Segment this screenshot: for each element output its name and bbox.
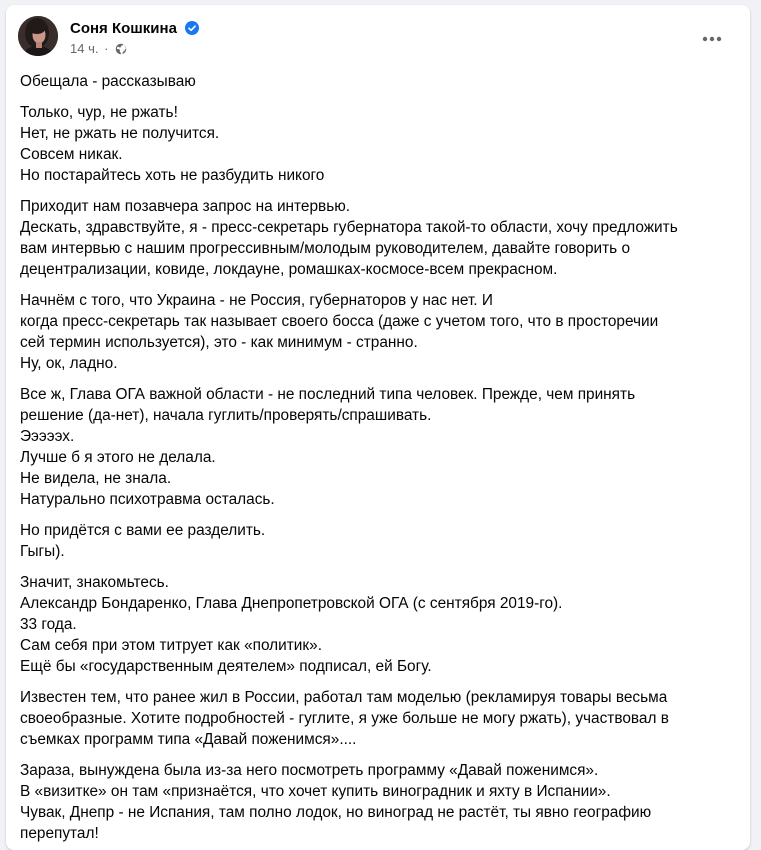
post-paragraph (20, 384, 742, 510)
post-text-line: решение (да-нет), начала гуглить/проверять/спрашивать. (20, 407, 432, 424)
avatar-photo (18, 16, 58, 56)
post-text-line: Александр Бондаренко, Глава Днепропетровской ОГА (с сентября 2019-го). (20, 595, 563, 612)
post-text (20, 71, 742, 850)
post-text-line: Только, чур, не ржать! (20, 104, 178, 121)
author-name-text[interactable]: Соня Кошкина (70, 20, 177, 37)
post-text-line: 33 года. (20, 616, 77, 633)
post-text-line: Ещё бы «государственным деятелем» подписал, ей Богу. (20, 658, 432, 675)
post-paragraph (20, 71, 742, 92)
post-text-line: децентрализации, ковиде, локдауне, ромашках-космосе-всем прекрасном. (20, 261, 558, 278)
post-text-line: съемках программ типа «Давай поженимся».... (20, 731, 357, 748)
post-header (6, 5, 750, 65)
meta-separator: · (104, 41, 109, 56)
post-timestamp[interactable]: 14 ч. (70, 41, 99, 56)
post-text-line: сей термин используется), это - как минимум - странно. (20, 334, 418, 351)
globe-icon[interactable] (115, 43, 127, 55)
post-text-line: Приходит нам позавчера запрос на интервью. (20, 198, 351, 215)
post-text-line: Сам себя при этом титрует как «политик». (20, 637, 322, 654)
avatar[interactable] (18, 16, 58, 56)
post-card (6, 5, 750, 850)
post-text-line: Гыгы). (20, 543, 65, 560)
more-options-icon (702, 36, 722, 42)
author-name[interactable] (70, 19, 199, 38)
post-text-line: Зараза, вынуждена была из-за него посмотреть программу «Давай поженимся». (20, 762, 599, 779)
post-text-line: когда пресс-секретарь так называет своего босса (даже с учетом того, что в просторечии (20, 313, 659, 330)
post-text-line: перепутал! (20, 825, 99, 842)
post-text-line: своеобразные. Хотите подробностей - гуглите, я уже больше не могу ржать), участвовал в (20, 710, 669, 727)
post-text-line: Лучше б я этого не делала. (20, 449, 216, 466)
post-text-line: Начнём с того, что Украина - не Россия, губернаторов у нас нет. И (20, 292, 493, 309)
post-text-line: Дескать, здравствуйте, я - пресс-секретарь губернатора такой-то области, хочу предложить (20, 219, 678, 236)
post-text-line: Но придётся с вами ее разделить. (20, 522, 266, 539)
post-paragraph (20, 290, 742, 374)
post-meta (70, 41, 127, 57)
post-text-line: Обещала - рассказываю (20, 73, 196, 90)
more-options-button[interactable] (694, 21, 730, 57)
post-paragraph (20, 196, 742, 280)
post-text-line: Все ж, Глава ОГА важной области - не последний типа человек. Прежде, чем принять (20, 386, 636, 403)
post-text-line: Эээээх. (20, 428, 75, 445)
post-text-line: Не видела, не знала. (20, 470, 172, 487)
post-text-line: Чувак, Днепр - не Испания, там полно лодок, но виноград не растёт, ты явно географию (20, 804, 652, 821)
post-text-line: Ну, ок, ладно. (20, 355, 118, 372)
post-text-line: вам интервью с нашим прогрессивным/молодым руководителем, давайте говорить о (20, 240, 631, 257)
post-text-line: Значит, знакомьтесь. (20, 574, 169, 591)
post-text-line: Известен тем, что ранее жил в России, работал там моделью (рекламируя товары весьма (20, 689, 668, 706)
post-paragraph (20, 572, 742, 677)
post-paragraph (20, 687, 742, 750)
post-text-line: Совсем никак. (20, 146, 123, 163)
post-paragraph (20, 102, 742, 186)
post-text-line: Но постарайтесь хоть не разбудить никого (20, 167, 325, 184)
post-paragraph (20, 520, 742, 562)
post-paragraph (20, 760, 742, 844)
post-text-line: Натурально психотравма осталась. (20, 491, 275, 508)
verified-badge-icon (185, 21, 199, 35)
post-text-line: Нет, не ржать не получится. (20, 125, 220, 142)
post-text-line: В «визитке» он там «признаётся, что хочет купить виноградник и яхту в Испании». (20, 783, 611, 800)
